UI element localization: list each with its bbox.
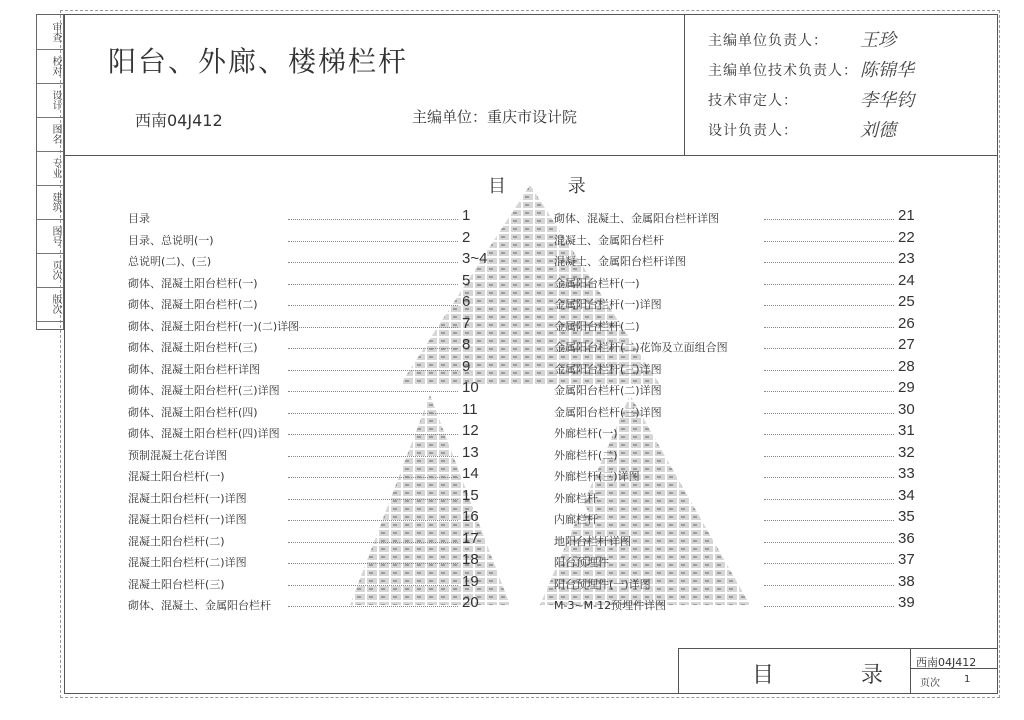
toc-entry-page: 9 xyxy=(462,357,471,375)
toc-entry-label: 目录、总说明(一) xyxy=(128,233,214,247)
toc-entry-page: 20 xyxy=(462,594,479,611)
toc-entry-page: 13 xyxy=(462,443,479,461)
toc-entry-label: 混凝土、金属阳台栏杆详图 xyxy=(554,255,686,268)
toc-entry-page: 6 xyxy=(462,293,471,310)
toc-entry xyxy=(128,445,492,463)
toc-entry-label: 混凝土阳台栏杆(二) xyxy=(128,534,225,548)
strip-cell: 校对 xyxy=(37,49,63,84)
toc-entry-page: 25 xyxy=(898,293,915,310)
responsible-role: 主编单位技术负责人： xyxy=(708,63,858,79)
signature: 王珍 xyxy=(860,30,896,51)
toc-entry-page: 10 xyxy=(462,379,479,396)
toc-entry-label: 外廊栏杆(三)详图 xyxy=(554,470,640,483)
toc-leader xyxy=(288,284,458,285)
toc-heading: 目 录 xyxy=(488,176,614,197)
strip-cell: 设计 xyxy=(37,83,63,118)
toc-entry-label: 砌体、混凝土阳台栏杆(三)详图 xyxy=(128,384,280,397)
toc-entry xyxy=(554,208,928,226)
toc-entry xyxy=(128,208,492,226)
toc-entry-label: 砌体、混凝土阳台栏杆(四)详图 xyxy=(128,427,280,440)
toc-entry xyxy=(128,552,492,570)
toc-entry xyxy=(554,574,928,592)
toc-entry-page: 2 xyxy=(462,228,471,246)
toc-entry-page: 18 xyxy=(462,551,479,568)
toc-leader xyxy=(288,327,458,328)
toc-entry-page: 35 xyxy=(898,508,915,525)
toc-entry-page: 22 xyxy=(898,228,915,246)
toc-leader xyxy=(288,413,458,414)
toc-leader xyxy=(764,219,894,220)
toc-leader xyxy=(764,499,894,500)
toc-entry xyxy=(554,294,928,312)
toc-leader xyxy=(288,456,458,457)
toc-leader xyxy=(288,585,458,586)
toc-entry-page: 12 xyxy=(462,422,479,439)
toc-entry xyxy=(128,316,492,334)
toc-entry xyxy=(128,488,492,506)
toc-entry xyxy=(128,531,492,549)
watermark-pyramid xyxy=(330,185,770,615)
toc-entry-label: 金属阳台栏杆(三)详图 xyxy=(554,405,662,419)
toc-leader xyxy=(288,434,458,435)
toc-entry-page: 15 xyxy=(462,486,479,504)
toc-entry-page: 21 xyxy=(898,207,915,224)
toc-entry xyxy=(554,337,928,355)
toc-entry-page: 8 xyxy=(462,336,471,353)
toc-entry xyxy=(554,595,928,613)
toc-leader xyxy=(764,520,894,521)
strip-cell: 专业 xyxy=(37,151,63,186)
toc-leader xyxy=(764,413,894,414)
toc-entry-label: 外廊栏杆(一) xyxy=(554,427,618,440)
toc-entry xyxy=(128,574,492,592)
toc-entry-page: 1 xyxy=(462,207,471,224)
toc-entry-page: 32 xyxy=(898,443,915,461)
toc-leader xyxy=(288,305,458,306)
toc-leader xyxy=(764,348,894,349)
toc-entry xyxy=(554,359,928,377)
toc-entry-page: 38 xyxy=(898,572,915,590)
toc-entry xyxy=(554,445,928,463)
toc-entry xyxy=(554,380,928,398)
strip-cell: 审查 xyxy=(37,15,63,50)
atlas-code: 西南04J412 xyxy=(135,111,223,130)
footer-title: 目 录 xyxy=(752,663,923,688)
toc-entry-label: 金属阳台栏杆(一) xyxy=(554,276,640,290)
toc-entry-page: 26 xyxy=(898,314,915,332)
toc-entry xyxy=(554,273,928,291)
responsible-role: 设计负责人： xyxy=(708,123,798,139)
toc-entry-label: 砌体、混凝土阳台栏杆(二) xyxy=(128,298,258,311)
toc-entry xyxy=(128,402,492,420)
toc-entry-label: 地阳台栏杆详图 xyxy=(554,534,631,548)
toc-entry xyxy=(128,466,492,484)
toc-entry xyxy=(128,294,492,312)
page-title: 阳台、外廊、楼梯栏杆 xyxy=(108,45,409,78)
toc-entry xyxy=(554,552,928,570)
toc-leader xyxy=(764,606,894,607)
strip-cell: 页次 xyxy=(37,253,63,288)
responsible-role: 主编单位负责人： xyxy=(708,33,828,49)
toc-entry-page: 17 xyxy=(462,529,479,547)
toc-entry-label: 混凝土阳台栏杆(一)详图 xyxy=(128,491,247,505)
toc-entry-page: 33 xyxy=(898,465,915,482)
toc-entry xyxy=(128,423,492,441)
toc-entry-page: 29 xyxy=(898,379,915,396)
toc-entry-label: 总说明(二)、(三) xyxy=(128,255,212,268)
toc-entry-label: 混凝土阳台栏杆(三) xyxy=(128,577,225,591)
toc-entry-page: 37 xyxy=(898,551,915,568)
toc-entry-label: 内廊栏杆 xyxy=(554,513,598,526)
toc-entry xyxy=(554,466,928,484)
toc-entry xyxy=(128,273,492,291)
toc-leader xyxy=(288,391,458,392)
signature: 李华钧 xyxy=(860,90,914,111)
toc-entry-page: 19 xyxy=(462,572,479,590)
toc-entry xyxy=(554,488,928,506)
toc-entry xyxy=(128,509,492,527)
toc-entry-label: 预制混凝土花台详图 xyxy=(128,448,227,462)
toc-entry-page: 30 xyxy=(898,400,915,418)
toc-entry-page: 16 xyxy=(462,508,479,525)
toc-entry-label: 砌体、混凝土阳台栏杆(三) xyxy=(128,341,258,354)
toc-entry xyxy=(128,230,492,248)
toc-leader xyxy=(764,241,894,242)
toc-entry-page: 14 xyxy=(462,465,479,482)
toc-entry-label: 金属阳台栏杆(二)详图 xyxy=(554,384,662,397)
toc-entry-label: 阳台预埋件 xyxy=(554,556,609,569)
signature: 刘德 xyxy=(860,120,896,141)
toc-leader xyxy=(764,585,894,586)
toc-leader xyxy=(288,241,458,242)
toc-entry-label: M-3~M-12预埋件详图 xyxy=(554,599,667,612)
toc-leader xyxy=(764,284,894,285)
toc-entry-page: 11 xyxy=(462,400,478,418)
toc-entry-page: 39 xyxy=(898,594,915,611)
toc-entry-label: 混凝土阳台栏杆(一) xyxy=(128,470,225,483)
footer-page-label: 页次 xyxy=(920,678,940,689)
toc-entry-page: 31 xyxy=(898,422,915,439)
toc-entry-label: 砌体、混凝土阳台栏杆(一) xyxy=(128,276,258,290)
toc-entry xyxy=(554,251,928,269)
strip-cell: 图名 xyxy=(37,117,63,152)
toc-leader xyxy=(764,563,894,564)
toc-leader xyxy=(288,499,458,500)
title-block xyxy=(64,14,998,156)
footer-page-number: 1 xyxy=(964,674,971,685)
toc-leader xyxy=(288,370,458,371)
toc-entry-page: 3~4 xyxy=(462,250,488,267)
toc-leader xyxy=(288,477,458,478)
toc-leader xyxy=(288,563,458,564)
toc-entry xyxy=(554,423,928,441)
strip-cell: 建筑 xyxy=(37,185,63,220)
toc-entry xyxy=(554,509,928,527)
strip-cell: 版次 xyxy=(37,287,63,322)
toc-entry-label: 砌体、混凝土阳台栏杆(一)(二)详图 xyxy=(128,319,300,333)
toc-entry-label: 砌体、混凝土、金属阳台栏杆详图 xyxy=(554,212,719,225)
toc-entry-label: 砌体、混凝土、金属阳台栏杆 xyxy=(128,599,271,612)
toc-entry-label: 砌体、混凝土阳台栏杆(四) xyxy=(128,405,258,419)
signature: 陈锦华 xyxy=(860,60,914,81)
toc-entry-page: 24 xyxy=(898,271,915,289)
responsible-role: 技术审定人： xyxy=(708,93,798,109)
toc-entry-label: 外廊栏杆 xyxy=(554,491,598,505)
toc-entry-label: 金属阳台栏杆(二) xyxy=(554,319,640,333)
toc-entry-page: 28 xyxy=(898,357,915,375)
toc-entry xyxy=(128,359,492,377)
strip-cell: 图号 xyxy=(37,219,63,254)
toc-entry-label: 目录 xyxy=(128,212,150,225)
toc-leader xyxy=(288,348,458,349)
toc-leader xyxy=(764,262,894,263)
toc-entry-page: 36 xyxy=(898,529,915,547)
toc-entry-label: 砌体、混凝土阳台栏杆详图 xyxy=(128,362,260,376)
editing-unit: 主编单位：重庆市设计院 xyxy=(412,108,578,126)
toc-leader xyxy=(288,606,458,607)
toc-entry xyxy=(128,380,492,398)
toc-leader xyxy=(764,542,894,543)
toc-entry xyxy=(554,402,928,420)
toc-entry xyxy=(554,230,928,248)
toc-leader xyxy=(288,520,458,521)
toc-leader xyxy=(288,542,458,543)
toc-entry-page: 7 xyxy=(462,314,471,332)
toc-entry-label: 阳台预埋件(一)详图 xyxy=(554,577,651,591)
toc-entry xyxy=(554,531,928,549)
toc-entry-label: 混凝土、金属阳台栏杆 xyxy=(554,233,664,247)
binding-strip xyxy=(36,14,64,330)
toc-entry xyxy=(128,337,492,355)
toc-entry-page: 23 xyxy=(898,250,915,267)
toc-entry-page: 5 xyxy=(462,271,471,289)
toc-leader xyxy=(764,456,894,457)
toc-entry xyxy=(128,251,492,269)
toc-leader xyxy=(288,219,458,220)
toc-entry xyxy=(128,595,492,613)
toc-leader xyxy=(764,434,894,435)
toc-entry-page: 27 xyxy=(898,336,915,353)
toc-leader xyxy=(764,305,894,306)
footer-code: 西南04J412 xyxy=(916,656,977,669)
toc-entry-label: 混凝土阳台栏杆(一)详图 xyxy=(128,513,247,526)
toc-entry-label: 外廊栏杆(二) xyxy=(554,448,618,462)
toc-leader xyxy=(764,327,894,328)
title-block-divider xyxy=(684,14,685,156)
toc-entry-label: 金属阳台栏杆(一)详图 xyxy=(554,298,662,311)
toc-leader xyxy=(764,477,894,478)
toc-entry-label: 金属阳台栏杆(三)详图 xyxy=(554,362,662,376)
toc-leader xyxy=(764,391,894,392)
toc-leader xyxy=(288,262,458,263)
toc-leader xyxy=(764,370,894,371)
toc-entry-page: 34 xyxy=(898,486,915,504)
toc-entry-label: 金属阳台栏杆(二)花饰及立面组合图 xyxy=(554,341,728,354)
toc-entry xyxy=(554,316,928,334)
toc-entry-label: 混凝土阳台栏杆(二)详图 xyxy=(128,556,247,569)
